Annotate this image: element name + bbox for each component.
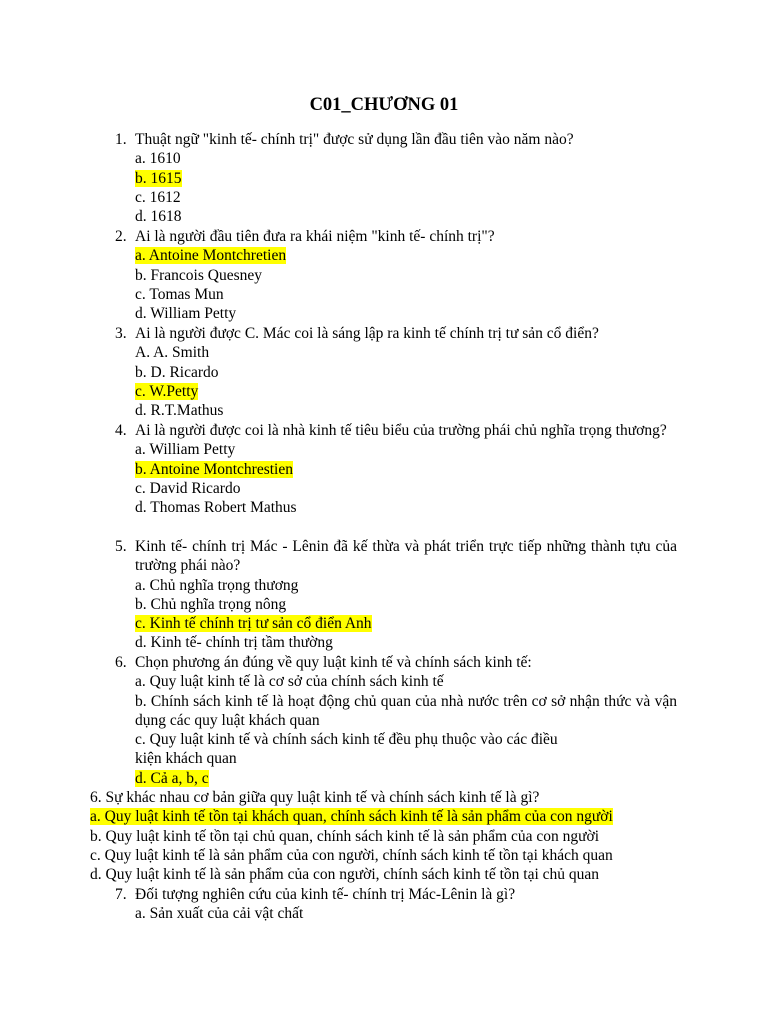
option-a: A. A. Smith [135, 344, 210, 362]
option-d: d. 1618 [135, 208, 182, 226]
question-7 [115, 885, 677, 924]
question-number: 5. [115, 538, 127, 555]
question-4 [115, 421, 677, 517]
option-c: c. Quy luật kinh tế và chính sách kinh tế đều phụ thuộc vào các điều [135, 731, 558, 749]
question-2 [115, 227, 677, 323]
question-number: 3. [115, 325, 127, 342]
option-d: d. Kinh tế- chính trị tầm thường [135, 634, 333, 652]
option-b: b. Chính sách kinh tế là hoạt động chủ quan của nhà nước trên cơ sở nhận thức và vận dụng các quy luật khách quan [135, 692, 677, 729]
option-c-highlighted: c. W.Petty [135, 382, 199, 400]
question-number: 7. [115, 886, 127, 903]
option-c: c. Tomas Mun [135, 285, 224, 303]
option-b-highlighted: b. 1615 [135, 169, 182, 187]
question-number: 2. [115, 228, 127, 245]
option-d: d. Thomas Robert Mathus [135, 499, 297, 517]
option-b-highlighted: b. Antoine Montchrestien [135, 460, 293, 478]
option-d-highlighted: d. Cả a, b, c [135, 769, 209, 787]
option-c: c. 1612 [135, 188, 181, 206]
question-5 [115, 537, 677, 653]
question-text: Thuật ngữ "kinh tế- chính trị" được sử dụng lần đầu tiên vào năm nào? [135, 131, 574, 148]
option-b: b. D. Ricardo [135, 363, 219, 381]
option-a: a. 1610 [135, 150, 181, 168]
question-text: Đối tượng nghiên cứu của kinh tế- chính trị Mác-Lênin là gì? [135, 886, 516, 903]
question-number: 1. [115, 131, 127, 148]
question-3 [115, 324, 677, 420]
option-a-highlighted: a. Quy luật kinh tế tồn tại khách quan, chính sách kinh tế là sản phẩm của con người [90, 808, 613, 826]
option-c: c. Quy luật kinh tế là sản phẩm của con người, chính sách kinh tế tồn tại khách quan [90, 846, 613, 864]
option-c-continued: kiện khách quan [135, 750, 237, 768]
question-text: Ai là người đầu tiên đưa ra khái niệm "kinh tế- chính trị"? [135, 228, 495, 245]
question-text: Ai là người được C. Mác coi là sáng lập ra kinh tế chính trị tư sản cổ điển? [135, 325, 599, 342]
option-d: d. R.T.Mathus [135, 402, 224, 420]
option-a: a. Sản xuất của cải vật chất [135, 905, 304, 923]
option-c-highlighted: c. Kinh tế chính trị tư sản cổ điển Anh [135, 615, 372, 633]
option-d: d. William Petty [135, 305, 237, 323]
question-number: 6. [115, 654, 127, 671]
question-1 [115, 130, 677, 226]
option-d: d. Quy luật kinh tế là sản phẩm của con người, chính sách kinh tế tồn tại chủ quan [90, 866, 600, 884]
question-6 [115, 653, 677, 788]
page-title: C01_CHƯƠNG 01 [309, 95, 459, 115]
question-text: Kinh tế- chính trị Mác - Lênin đã kế thừa và phát triển trực tiếp những thành tựu của trường phái nào? [135, 538, 677, 575]
option-a: a. Chủ nghĩa trọng thương [135, 576, 299, 594]
option-c: c. David Ricardo [135, 479, 241, 497]
option-b: b. Chủ nghĩa trọng nông [135, 595, 287, 613]
question-6b [90, 788, 680, 884]
option-b: b. Quy luật kinh tế tồn tại chủ quan, chính sách kinh tế là sản phẩm của con người [90, 827, 600, 845]
option-a-highlighted: a. Antoine Montchretien [135, 247, 287, 265]
option-b: b. Francois Quesney [135, 266, 262, 284]
question-text: Chọn phương án đúng về quy luật kinh tế và chính sách kinh tế: [135, 654, 532, 671]
question-text: 6. Sự khác nhau cơ bản giữa quy luật kinh tế và chính sách kinh tế là gì? [90, 789, 540, 806]
option-a: a. William Petty [135, 441, 236, 459]
question-text: Ai là người được coi là nhà kinh tế tiêu biểu của trường phái chủ nghĩa trọng thương? [135, 422, 667, 439]
option-a: a. Quy luật kinh tế là cơ sở của chính sách kinh tế [135, 673, 444, 691]
question-number: 4. [115, 422, 127, 439]
